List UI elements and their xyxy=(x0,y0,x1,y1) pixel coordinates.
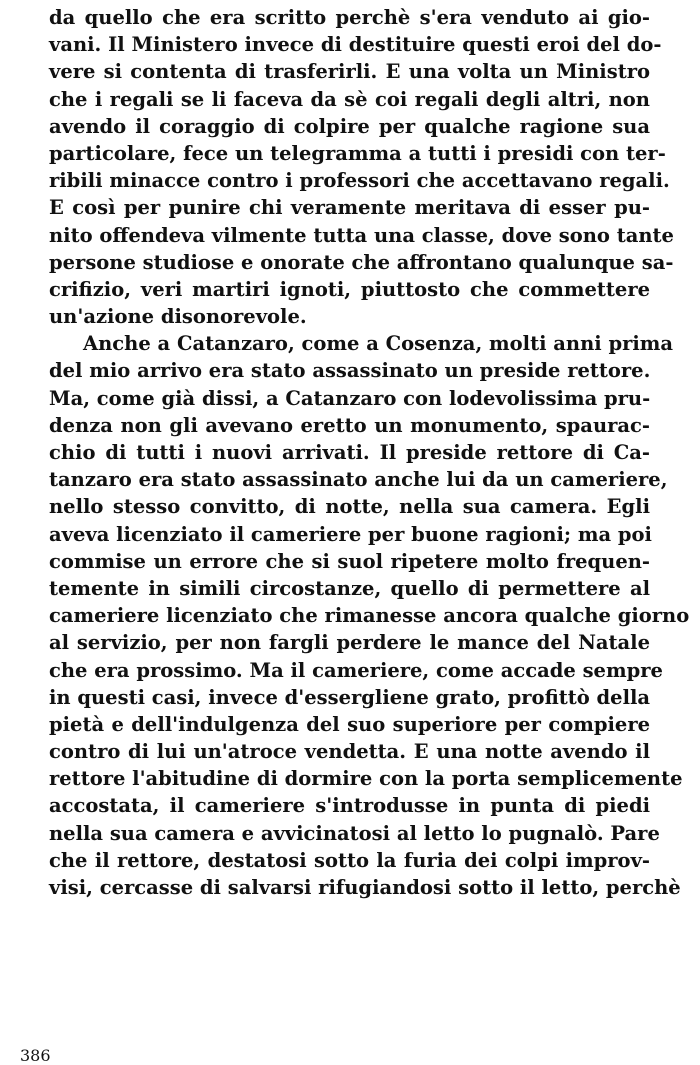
text-line: da quello che era scritto perchè s'era venduto ai gio- xyxy=(49,6,650,29)
text-line: chio di tutti i nuovi arrivati. Il preside rettore di Ca- xyxy=(49,441,650,464)
text-line: aveva licenziato il cameriere per buone ragioni; ma poi xyxy=(49,522,652,546)
text-line: un'azione disonorevole. xyxy=(49,305,307,329)
text-line: al servizio, per non fargli perdere le mance del Natale xyxy=(49,631,650,655)
body-text xyxy=(49,4,690,901)
text-line: rettore l'abitudine di dormire con la porta semplicemente xyxy=(49,767,683,791)
text-line: denza non gli avevano eretto un monumento, spaurac- xyxy=(49,413,650,437)
text-line: ribili minacce contro i professori che accettavano regali. xyxy=(49,169,670,193)
text-line: temente in simili circostanze, quello di permettere al xyxy=(49,576,650,600)
text-line: vani. Il Ministero invece di destituire questi eroi del do- xyxy=(49,33,662,57)
text-line: tanzaro era stato assassinato anche lui da un cameriere, xyxy=(49,468,668,492)
text-line: avendo il coraggio di colpire per qualche ragione sua xyxy=(49,114,650,138)
text-line: Anche a Catanzaro, come a Cosenza, molti anni prima xyxy=(83,332,674,356)
text-line: cameriere licenziato che rimanesse ancora qualche giorno xyxy=(49,604,690,628)
text-line: pietà e dell'indulgenza del suo superiore per compiere xyxy=(49,712,650,736)
text-line: vere si contenta di trasferirli. E una volta un Ministro xyxy=(49,60,650,84)
text-line: nella sua camera e avvicinatosi al letto lo pugnalò. Pare xyxy=(49,821,660,845)
text-line: che era prossimo. Ma il cameriere, come accade sempre xyxy=(49,658,663,682)
text-line: accostata, il cameriere s'introdusse in punta di piedi xyxy=(49,794,650,818)
text-line: del mio arrivo era stato assassinato un preside rettore. xyxy=(49,359,651,383)
text-line: nito offendeva vilmente tutta una classe, dove sono tante xyxy=(49,223,674,247)
page-number: 386 xyxy=(20,1046,51,1065)
text-line: che i regali se li faceva da sè coi regali degli altri, non xyxy=(49,87,650,111)
text-line: che il rettore, destatosi sotto la furia dei colpi improv- xyxy=(49,848,650,872)
text-line: E così per punire chi veramente meritava di esser pu- xyxy=(49,196,650,220)
text-line: in questi casi, invece d'essergliene grato, profittò della xyxy=(49,685,651,709)
text-line: commise un errore che si suol ripetere molto frequen- xyxy=(49,549,650,573)
text-line: visi, cercasse di salvarsi rifugiandosi sotto il letto, perchè xyxy=(49,876,681,899)
text-line: particolare, fece un telegramma a tutti i presidi con ter- xyxy=(49,141,666,165)
text-line: Ma, come già dissi, a Catanzaro con lodevolissima pru- xyxy=(49,386,651,410)
text-line: persone studiose e onorate che affrontano qualunque sa- xyxy=(49,250,674,274)
text-line: crifizio, veri martiri ignoti, piuttosto che commettere xyxy=(49,277,650,301)
text-line: nello stesso convitto, di notte, nella sua camera. Egli xyxy=(49,495,650,519)
text-line: contro di lui un'atroce vendetta. E una notte avendo il xyxy=(49,740,650,764)
